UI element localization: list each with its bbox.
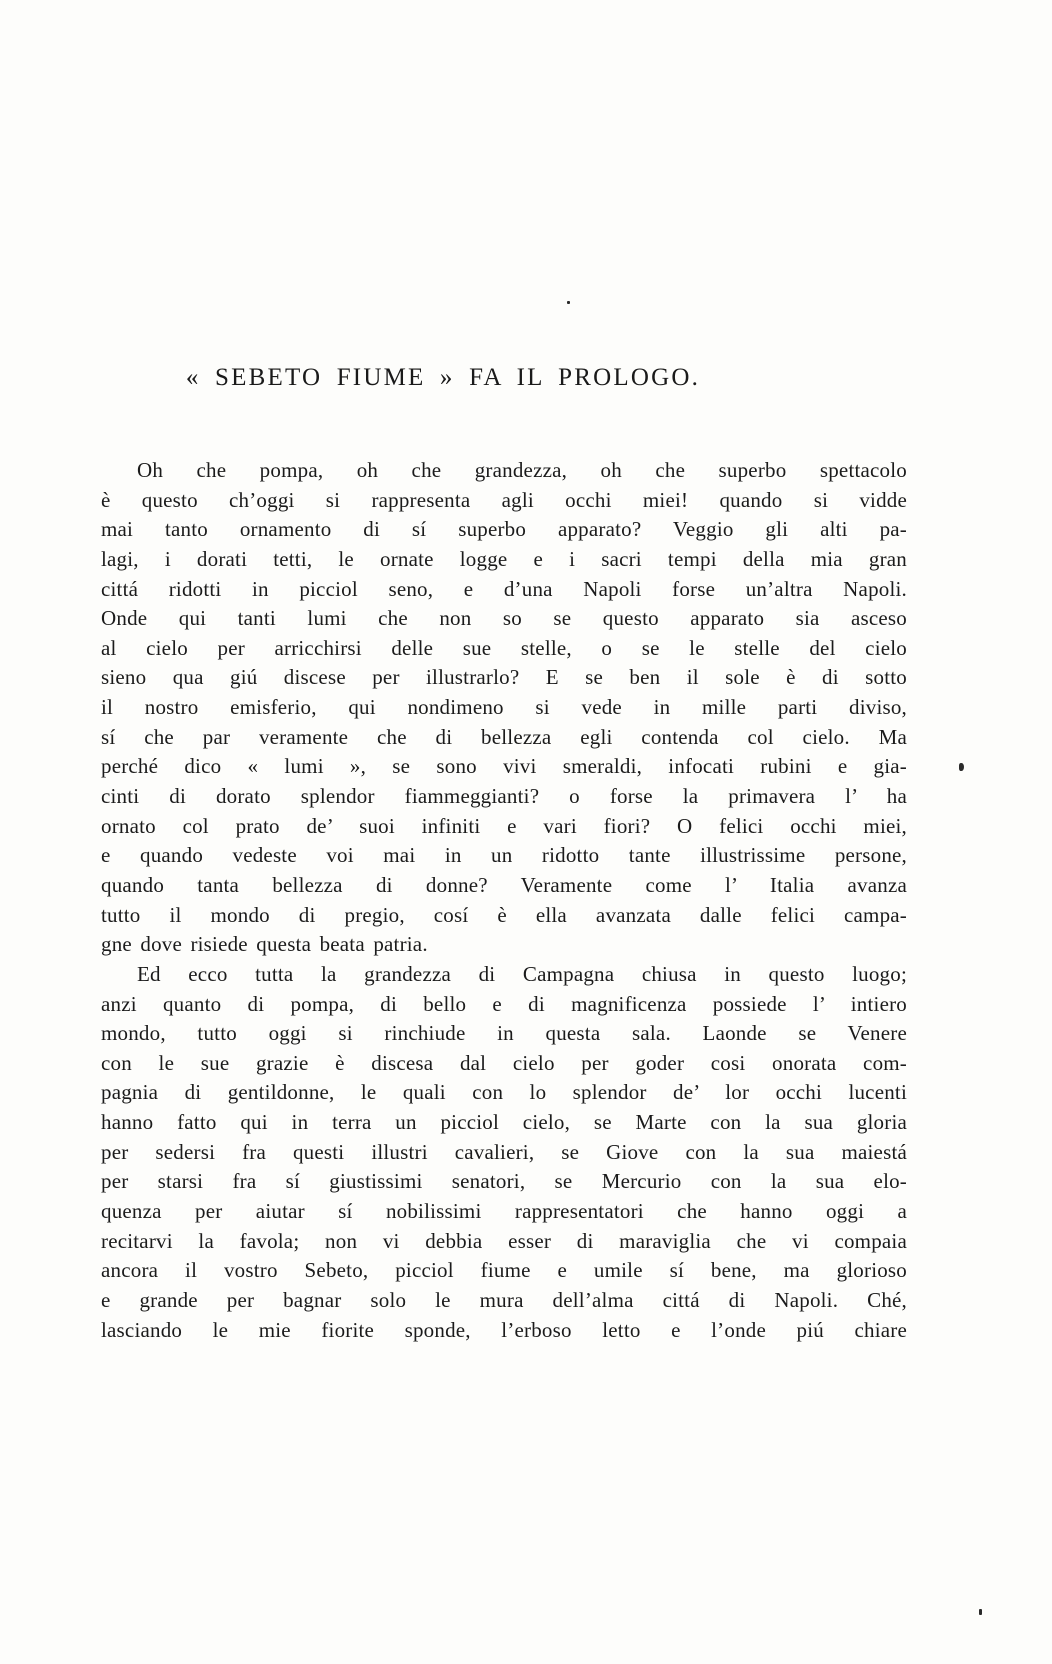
body-line: Ed ecco tutta la grandezza di Campagna chiusa in questo luogo; [137,961,907,986]
body-line: lasciando le mie fiorite sponde, l’erboso letto e l’onde piú chiare [101,1317,907,1342]
body-line: tutto il mondo di pregio, cosí è ella avanzata dalle felici campa- [101,902,907,927]
body-text [101,456,907,1345]
body-line: quando tanta bellezza di donne? Veramente come l’ Italia avanza [101,872,907,897]
body-line: quenza per aiutar sí nobilissimi rappresentatori che hanno oggi a [101,1199,907,1224]
body-line: per sedersi fra questi illustri cavalieri, se Giove con la sua maiestá [101,1139,907,1164]
body-line: cittá ridotti in picciol seno, e d’una Napoli forse un’altra Napoli. [101,576,907,601]
ink-speck [567,301,570,304]
ink-speck [959,763,964,771]
body-line: cinti di dorato splendor fiammeggianti? o forse la primavera l’ ha [101,784,907,809]
body-line: ornato col prato de’ suoi infiniti e vari fiori? O felici occhi miei, [101,813,907,838]
body-line: anzi quanto di pompa, di bello e di magnificenza possiede l’ intiero [101,991,907,1016]
body-line: sieno qua giú discese per illustrarlo? E se ben il sole è di sotto [101,665,907,690]
body-line: mondo, tutto oggi si rinchiude in questa sala. Laonde se Venere [101,1021,907,1046]
ink-speck [979,1609,982,1615]
body-line: sí che par veramente che di bellezza egli contenda col cielo. Ma [101,724,907,749]
paragraph-1 [101,456,907,960]
body-line: Oh che pompa, oh che grandezza, oh che superbo spettacolo [137,458,907,482]
paragraph-2 [101,960,907,1345]
page-title: « SEBETO FIUME » FA IL PROLOGO. [185,364,701,391]
body-line: è questo ch’oggi si rappresenta agli occhi miei! quando si vidde [101,487,907,512]
body-line: al cielo per arricchirsi delle sue stelle, o se le stelle del cielo [101,635,907,660]
body-line: per starsi fra sí giustissimi senatori, se Mercurio con la sua elo- [101,1169,907,1194]
body-line: recitarvi la favola; non vi debbia esser di maraviglia che vi compaia [101,1228,907,1253]
body-line: lagi, i dorati tetti, le ornate logge e i sacri tempi della mia gran [101,546,907,571]
body-line: pagnia di gentildonne, le quali con lo splendor de’ lor occhi lucenti [101,1080,907,1105]
body-line: e quando vedeste voi mai in un ridotto tante illustrissime persone, [101,843,907,868]
body-line: hanno fatto qui in terra un picciol cielo, se Marte con la sua gloria [101,1110,907,1135]
body-line: ancora il vostro Sebeto, picciol fiume e umile sí bene, ma glorioso [101,1258,907,1283]
body-line: gne dove risiede questa beata patria. [101,932,428,957]
body-line: e grande per bagnar solo le mura dell’alma cittá di Napoli. Ché, [101,1287,907,1312]
body-line: con le sue grazie è discesa dal cielo per goder cosi onorata com- [101,1050,907,1075]
body-line: Onde qui tanti lumi che non so se questo apparato sia asceso [101,606,907,631]
body-line: perché dico « lumi », se sono vivi smeraldi, infocati rubini e gia- [101,754,907,779]
body-line: il nostro emisferio, qui nondimeno si vede in mille parti diviso, [101,695,907,720]
body-line: mai tanto ornamento di sí superbo apparato? Veggio gli alti pa- [101,517,907,542]
